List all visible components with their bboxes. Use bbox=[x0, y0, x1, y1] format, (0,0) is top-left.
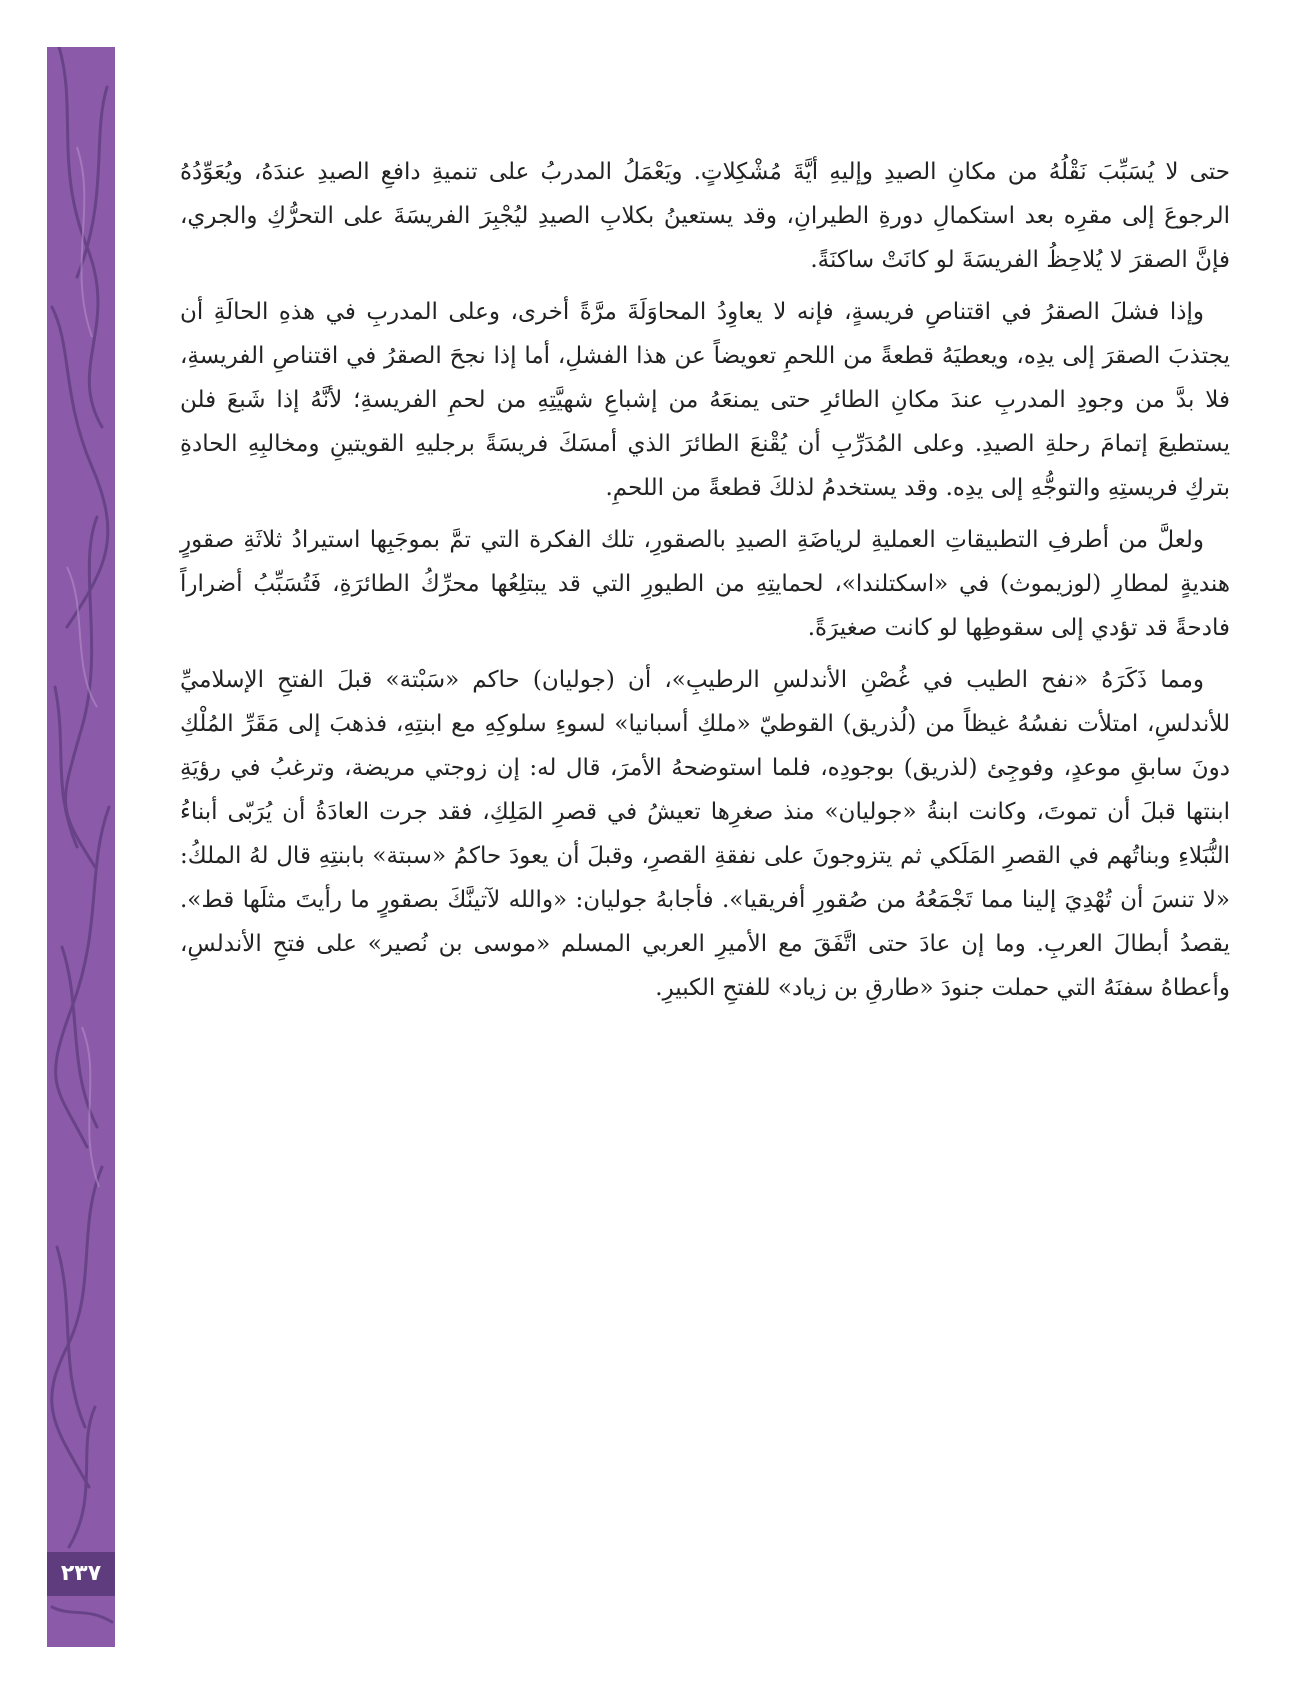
paragraph: وإذا فشلَ الصقرُ في اقتناصِ فريسةٍ، فإنه لا يعاوِدُ المحاوَلَةَ مرَّةً أخرى، وعلى المدربِ في هذهِ الحالَةِ أن يجتذبَ الصقرَ إلى يدِه، ويعطيَهُ قطعةً من اللحمِ تعويضاً عن هذا الفشلِ، أما إذا نجحَ الصقرُ في اقتناصِ الفريسةِ، فلا بدَّ من وجودِ المدربِ عندَ مكانِ الطائرِ حتى يمنعَهُ من إشباعِ شهيَّتِهِ من لحمِ الفريسةِ؛ لأنَّهُ إذا شَبعَ فلن يستطيعَ إتمامَ رحلةِ الصيدِ. وعلى المُدَرِّبِ أن يُقْنعَ الطائرَ الذي أمسَكَ فريسَةً برجليهِ القويتينِ ومخالبِهِ الحادةِ بتركِ فريستِهِ والتوجُّهِ إلى يدِه. وقد يستخدمُ لذلكَ قطعةً من اللحمِ. bbox=[180, 299, 1230, 501]
article-body bbox=[180, 150, 1230, 1018]
paragraph: حتى لا يُسَبِّبَ نَقْلُهُ من مكانِ الصيدِ وإليهِ أيَّةَ مُشْكِلاتٍ. ويَعْمَلُ المدربُ على تنميةِ دافعِ الصيدِ عندَهُ، ويُعَوِّدُهُ الرجوعَ إلى مقرِه بعد استكمالِ دورةِ الطيرانِ، وقد يستعينُ بكلابِ الصيدِ ليُجْبِرَ الفريسَةَ على التحرُّكِ والجري، فإنَّ الصقرَ لا يُلاحِظُ الفريسَةَ لو كانَتْ ساكنَةً. bbox=[180, 159, 1230, 273]
paragraph: ولعلَّ من أطرفِ التطبيقاتِ العمليةِ لرياضَةِ الصيدِ بالصقورِ، تلك الفكرة التي تمَّ بموجَبِها استيرادُ ثلاثَةِ صقورٍ هنديةٍ لمطارِ (لوزيموث) في «اسكتلندا»، لحمايتِهِ من الطيورِ التي قد يبتلِعُها محرِّكُ الطائرَةِ، فَتُسَبِّبُ أضراراً فادحةً قد تؤدي إلى سقوطِها لو كانت صغيرَةً. bbox=[180, 527, 1230, 641]
decorative-side-strip bbox=[47, 47, 115, 1647]
strip-pattern bbox=[47, 47, 115, 1647]
paragraph: ومما ذَكَرَهُ «نفح الطيب في غُصْنِ الأندلسِ الرطيبِ»، أن (جوليان) حاكم «سَبْتة» قبلَ الفتحِ الإسلاميِّ للأندلسِ، امتلأت نفسُهُ غيظاً من (لُذريق) القوطيّ «ملكِ أسبانيا» لسوءِ سلوكِهِ مع ابنتِهِ، فذهبَ إلى مَقَرِّ المُلْكِ دونَ سابقِ موعدٍ، وفوجِئ (لذريق) بوجودِه، فلما استوضحهُ الأمرَ، قال له: إن زوجتي مريضة، وترغبُ في رؤيَةِ ابنتها قبلَ أن تموتَ، وكانت ابنةُ «جوليان» منذ صغرِها تعيشُ في قصرِ المَلِكِ، فقد جرت العادَةُ أن يُرَبّى أبناءُ النُّبَلاءِ وبناتُهم في القصرِ المَلَكي ثم يتزوجونَ على نفقةِ القصرِ، وقبلَ أن يعودَ حاكمُ «سبتة» بابنتِهِ قال لهُ الملكُ: «لا تنسَ أن تُهْدِيَ إلينا مما تَجْمَعُهُ من صُقورِ أفريقيا». فأجابهُ جوليان: «والله لآتينَّكَ بصقورٍ ما رأيتَ مثلَها قط». يقصدُ أبطالَ العربِ. وما إن عادَ حتى اتَّفَقَ مع الأميرِ العربي المسلم «موسى بن نُصير» على فتحِ الأندلسِ، وأعطاهُ سفنَهُ التي حملت جنودَ «طارقِ بن زياد» للفتحِ الكبيرِ. bbox=[180, 667, 1230, 1001]
page-number: ٢٣٧ bbox=[47, 1552, 115, 1596]
